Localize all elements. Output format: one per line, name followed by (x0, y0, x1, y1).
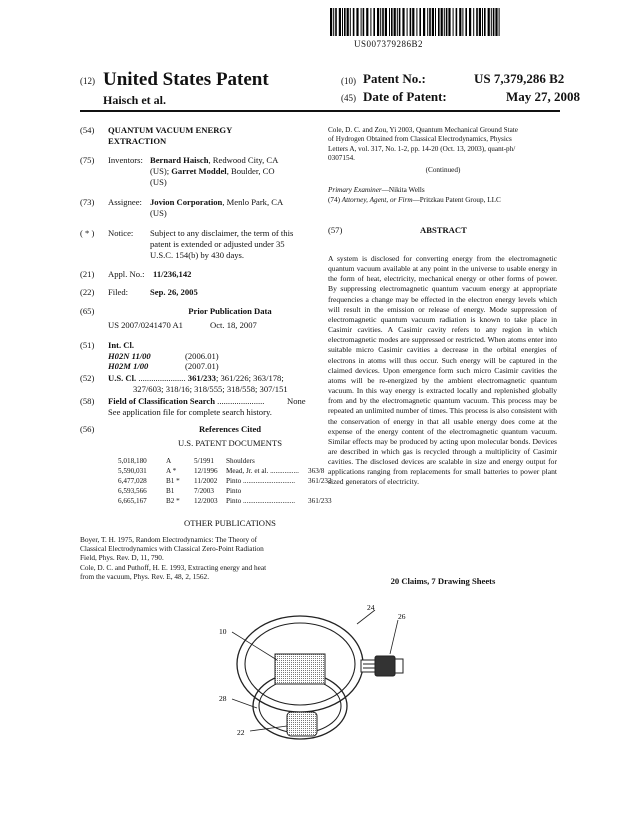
invention-title-1: QUANTUM VACUUM ENERGY (108, 125, 233, 135)
inventors-label: Inventors: (108, 155, 143, 165)
appl-no-label: Appl. No.: (108, 269, 145, 279)
f52-code: (52) (80, 373, 95, 383)
doc-no: 6,665,167 (118, 497, 147, 505)
us-patent-doc-row (118, 487, 333, 497)
header-rule (80, 110, 560, 112)
f58-code: (58) (80, 396, 95, 406)
abstract-code: (57) (328, 225, 343, 235)
doc-date: 12/2003 (194, 497, 218, 505)
inventor-country: (US) (150, 177, 167, 187)
doc-date: 5/1991 (194, 457, 214, 465)
f75-code: (75) (80, 155, 95, 165)
primary-examiner: Primary Examiner—Nikita Wells (328, 186, 425, 194)
int-cl-2: H02M 1/00 (108, 361, 149, 371)
reference-line: of Hydrogen Obtained from Classical Electrodynamics, Physics (328, 135, 512, 144)
notice-line-1: Subject to any disclaimer, the term of this (150, 228, 294, 238)
doc-kind: A (166, 457, 172, 465)
doc-name: Shoulders (226, 457, 255, 465)
connector-cap (395, 659, 403, 673)
casimir-device-drawing (237, 616, 403, 739)
prior-pub-title: Prior Publication Data (188, 306, 272, 316)
f22-code: (22) (80, 287, 95, 297)
us-patent-docs-list (118, 457, 333, 507)
casimir-cavity-block (275, 654, 325, 684)
doc-kind: B2 * (166, 497, 180, 505)
doc-date: 11/2002 (194, 477, 218, 485)
other-pub-line: Boyer, T. H. 1975, Random Electrodynamics: The Theory of (80, 535, 258, 544)
ref-label-28: 28 (219, 694, 227, 703)
notice-line-2: patent is extended or adjusted under 35 (150, 239, 285, 249)
patent-date: May 27, 2008 (506, 89, 581, 104)
ref-label-22: 22 (237, 728, 245, 737)
f73-code: (73) (80, 197, 95, 207)
inventor-2: (US); Garret Moddel, Boulder, CO (150, 166, 275, 176)
field-search-value: None (287, 396, 306, 406)
doc-kind: B1 (166, 487, 175, 495)
inventor-1: Bernard Haisch, Redwood City, CA (150, 155, 279, 165)
f56-code: (56) (80, 424, 95, 434)
us-patent-doc-row (118, 477, 333, 487)
connector-block (375, 656, 395, 676)
field-search: Field of Classification Search ...................... (108, 396, 265, 406)
other-pub-line: Classical Electrodynamics with Classical Zero-Point Radiation (80, 544, 264, 554)
doc-no: 5,018,180 (118, 457, 147, 465)
ref-label-10: 10 (219, 627, 227, 636)
invention-title-2: EXTRACTION (108, 136, 167, 146)
other-pub-line: Field, Phys. Rev. D, 11, 790. (80, 553, 164, 563)
f21-code: (21) (80, 269, 95, 279)
us-docs-title: U.S. PATENT DOCUMENTS (177, 438, 283, 448)
notice-label: Notice: (108, 228, 134, 238)
doc-cls: 363/8 (308, 467, 325, 475)
doc-kind: A * (166, 467, 177, 475)
doc-kind: B1 * (166, 477, 180, 485)
doc-no: 5,590,031 (118, 467, 147, 475)
reference-line: 0307154. (328, 154, 355, 163)
other-pubs-title: OTHER PUBLICATIONS (184, 518, 276, 528)
patent-no-label: Patent No.: (363, 71, 426, 86)
assignee: Jovion Corporation, Menlo Park, CA (150, 197, 284, 207)
right-references (328, 126, 558, 164)
f51-code: (51) (80, 340, 95, 350)
int-cl-2-date: (2007.01) (185, 361, 219, 371)
us-cl: U.S. Cl. ...................... 361/233; 361/226; 363/178; (108, 373, 284, 383)
patent-title-header: United States Patent (103, 69, 269, 90)
us-patent-doc-row (118, 457, 333, 467)
doc-name: Pinto (226, 487, 242, 495)
doc-cls: 361/233 (308, 497, 332, 505)
ref-label-24: 24 (367, 604, 375, 612)
type-code: (12) (80, 76, 95, 86)
doc-date: 12/1996 (194, 467, 218, 475)
barcode (330, 8, 502, 36)
claims-sheets: 20 Claims, 7 Drawing Sheets (390, 576, 496, 586)
doc-name: Mead, Jr. et al. ................ (226, 467, 299, 475)
attorney: (74) Attorney, Agent, or Firm—Pritzkau Patent Group, LLC (328, 196, 501, 204)
reference-line: Cole, D. C. and Zou, Yi 2003, Quantum Mechanical Ground State (328, 126, 518, 134)
us-cl-line-2: 327/603; 318/16; 318/555; 318/558; 307/151 (133, 384, 288, 394)
int-cl-1: H02N 11/00 (108, 351, 151, 361)
f65-code: (65) (80, 306, 95, 316)
prior-pub-date: Oct. 18, 2007 (210, 320, 257, 330)
doc-date: 7/2003 (194, 487, 214, 495)
patent-drawing (205, 604, 435, 744)
notice-code: ( * ) (80, 228, 95, 238)
document-number: US007379286B2 (354, 39, 424, 49)
doc-cls: 361/233 (308, 477, 332, 485)
us-patent-doc-row (118, 467, 333, 477)
authors: Haisch et al. (103, 93, 166, 107)
patent-no: US 7,379,286 B2 (474, 71, 565, 86)
filed-label: Filed: (108, 287, 129, 297)
appl-no: 11/236,142 (153, 269, 192, 279)
prior-pub-no: US 2007/0241470 A1 (108, 320, 183, 330)
doc-no: 6,477,028 (118, 477, 147, 485)
doc-name: Pinto ............................. (226, 477, 296, 485)
ref-label-26: 26 (398, 612, 406, 621)
other-pub-line: Cole, D. C. and Puthoff, H. E. 1993, Extracting energy and heat (80, 562, 267, 572)
assignee-country: (US) (150, 208, 167, 218)
lower-block (287, 712, 317, 736)
notice-line-3: U.S.C. 154(b) by 430 days. (150, 250, 245, 260)
f54-code: (54) (80, 125, 95, 135)
int-cl-label: Int. Cl. (108, 340, 135, 350)
abstract-title: ABSTRACT (420, 225, 467, 235)
doc-name: Pinto ............................. (226, 497, 296, 505)
filed-date: Sep. 26, 2005 (150, 287, 198, 297)
abstract-text: A system is disclosed for converting energy from the electromagnetic quantum vacuum available at any point in the universe to usable energy in the form of heat, electricity, mechanical energy or other forms of power. By suppressing electromagnetic quantum vacuum energy at appropriate frequencies a change may be effected in the electron energy levels which will result in the emission or release of energy. Mode suppression of electromagnetic quantum vacuum radiation is known to take place in Casimir cavities. A Casimir cavity refers to any region in which electromagnetic modes are suppressed or restricted. When atoms enter into suitable micro Casimir cavities a decrease in the orbital energies of electrons in atoms will thus occur. Such energy will be captured in the claimed devices. Upon emergence form such micro Casimir cavities the atoms will be re-energized by the ambient electromagnetic quantum vacuum. In this way energy is extracted locally and replenished globally from and by the electromagnetic quantum vacuum. This process may be repeated an unlimited number of times. This process is also consistent with the conservation of energy in that all usable energy does come at the expense of the energy content of the electromagnetic quantum vacuum. Similar effects may be produced by acting upon molecular bonds. Devices are described in which gas is recycled through a multiplicity of Casimir cavities. The disclosed devices are scalable in size and energy output for applications ranging from replacements for small batteries to power plant sized generators of electricity. (328, 254, 557, 487)
us-patent-doc-row (118, 497, 333, 507)
date-label: Date of Patent: (363, 89, 447, 104)
doc-no: 6,593,566 (118, 487, 147, 495)
other-pub-line: from the vacuum, Phys. Rev. E, 48, 2, 1562. (80, 571, 210, 581)
date-code: (45) (341, 93, 356, 103)
connector-stub (361, 660, 375, 672)
reference-line: Letters A, vol. 317, No. 1-2, pp. 14-20 (Oct. 13, 2003), quant-ph/ (328, 144, 516, 153)
patent-no-code: (10) (341, 76, 356, 86)
other-pubs-list (80, 535, 335, 581)
continued-note: (Continued) (425, 166, 461, 174)
int-cl-1-date: (2006.01) (185, 351, 219, 361)
field-search-note: See application file for complete search history. (108, 407, 272, 417)
assignee-label: Assignee: (108, 197, 142, 207)
references-title: References Cited (198, 424, 262, 434)
